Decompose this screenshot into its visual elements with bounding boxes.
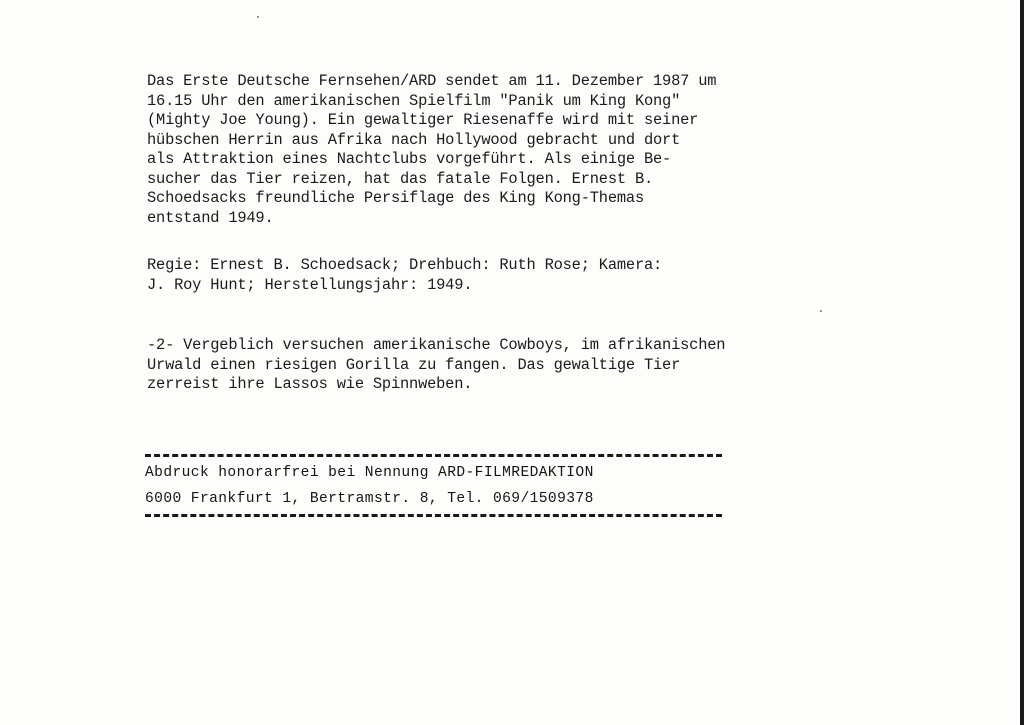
synopsis-line: Das Erste Deutsche Fernsehen/ARD sendet am 11. Dezember 1987 um <box>147 72 717 90</box>
paper-speck <box>257 16 259 18</box>
caption-line: zerreist ihre Lassos wie Spinnweben. <box>147 375 473 393</box>
dashed-divider-top <box>145 454 722 457</box>
synopsis-line: 16.15 Uhr den amerikanischen Spielfilm "Panik um King Kong" <box>147 91 681 110</box>
synopsis-line: hübschen Herrin aus Afrika nach Hollywood gebracht und dort <box>147 130 681 149</box>
dashed-divider-bottom <box>145 514 722 517</box>
credits-line: Regie: Ernest B. Schoedsack; Drehbuch: Ruth Rose; Kamera: <box>147 256 663 274</box>
copyright-footer <box>145 454 722 517</box>
synopsis-line: (Mighty Joe Young). Ein gewaltiger Riesenaffe wird mit seiner <box>147 111 699 129</box>
credits-line: J. Roy Hunt; Herstellungsjahr: 1949. <box>147 275 473 294</box>
caption-line: Urwald einen riesigen Gorilla zu fangen. Das gewaltige Tier <box>147 355 681 374</box>
synopsis-paragraph <box>147 72 716 228</box>
paper-speck <box>820 310 822 312</box>
caption-line: -2- Vergeblich versuchen amerikanische Cowboys, im afrikanischen <box>147 336 726 354</box>
credits-paragraph <box>147 256 662 295</box>
synopsis-line: entstand 1949. <box>147 208 274 227</box>
synopsis-line: Schoedsacks freundliche Persiflage des King Kong-Themas <box>147 189 644 207</box>
footer-credit-line: Abdruck honorarfrei bei Nennung ARD-FILMREDAKTION <box>145 465 594 481</box>
footer-address-line: 6000 Frankfurt 1, Bertramstr. 8, Tel. 069/1509378 <box>145 491 594 507</box>
synopsis-line: als Attraktion eines Nachtclubs vorgeführt. Als einige Be- <box>147 150 672 168</box>
synopsis-line: sucher das Tier reizen, hat das fatale Folgen. Ernest B. <box>147 169 654 188</box>
photo-caption-paragraph <box>147 336 725 395</box>
